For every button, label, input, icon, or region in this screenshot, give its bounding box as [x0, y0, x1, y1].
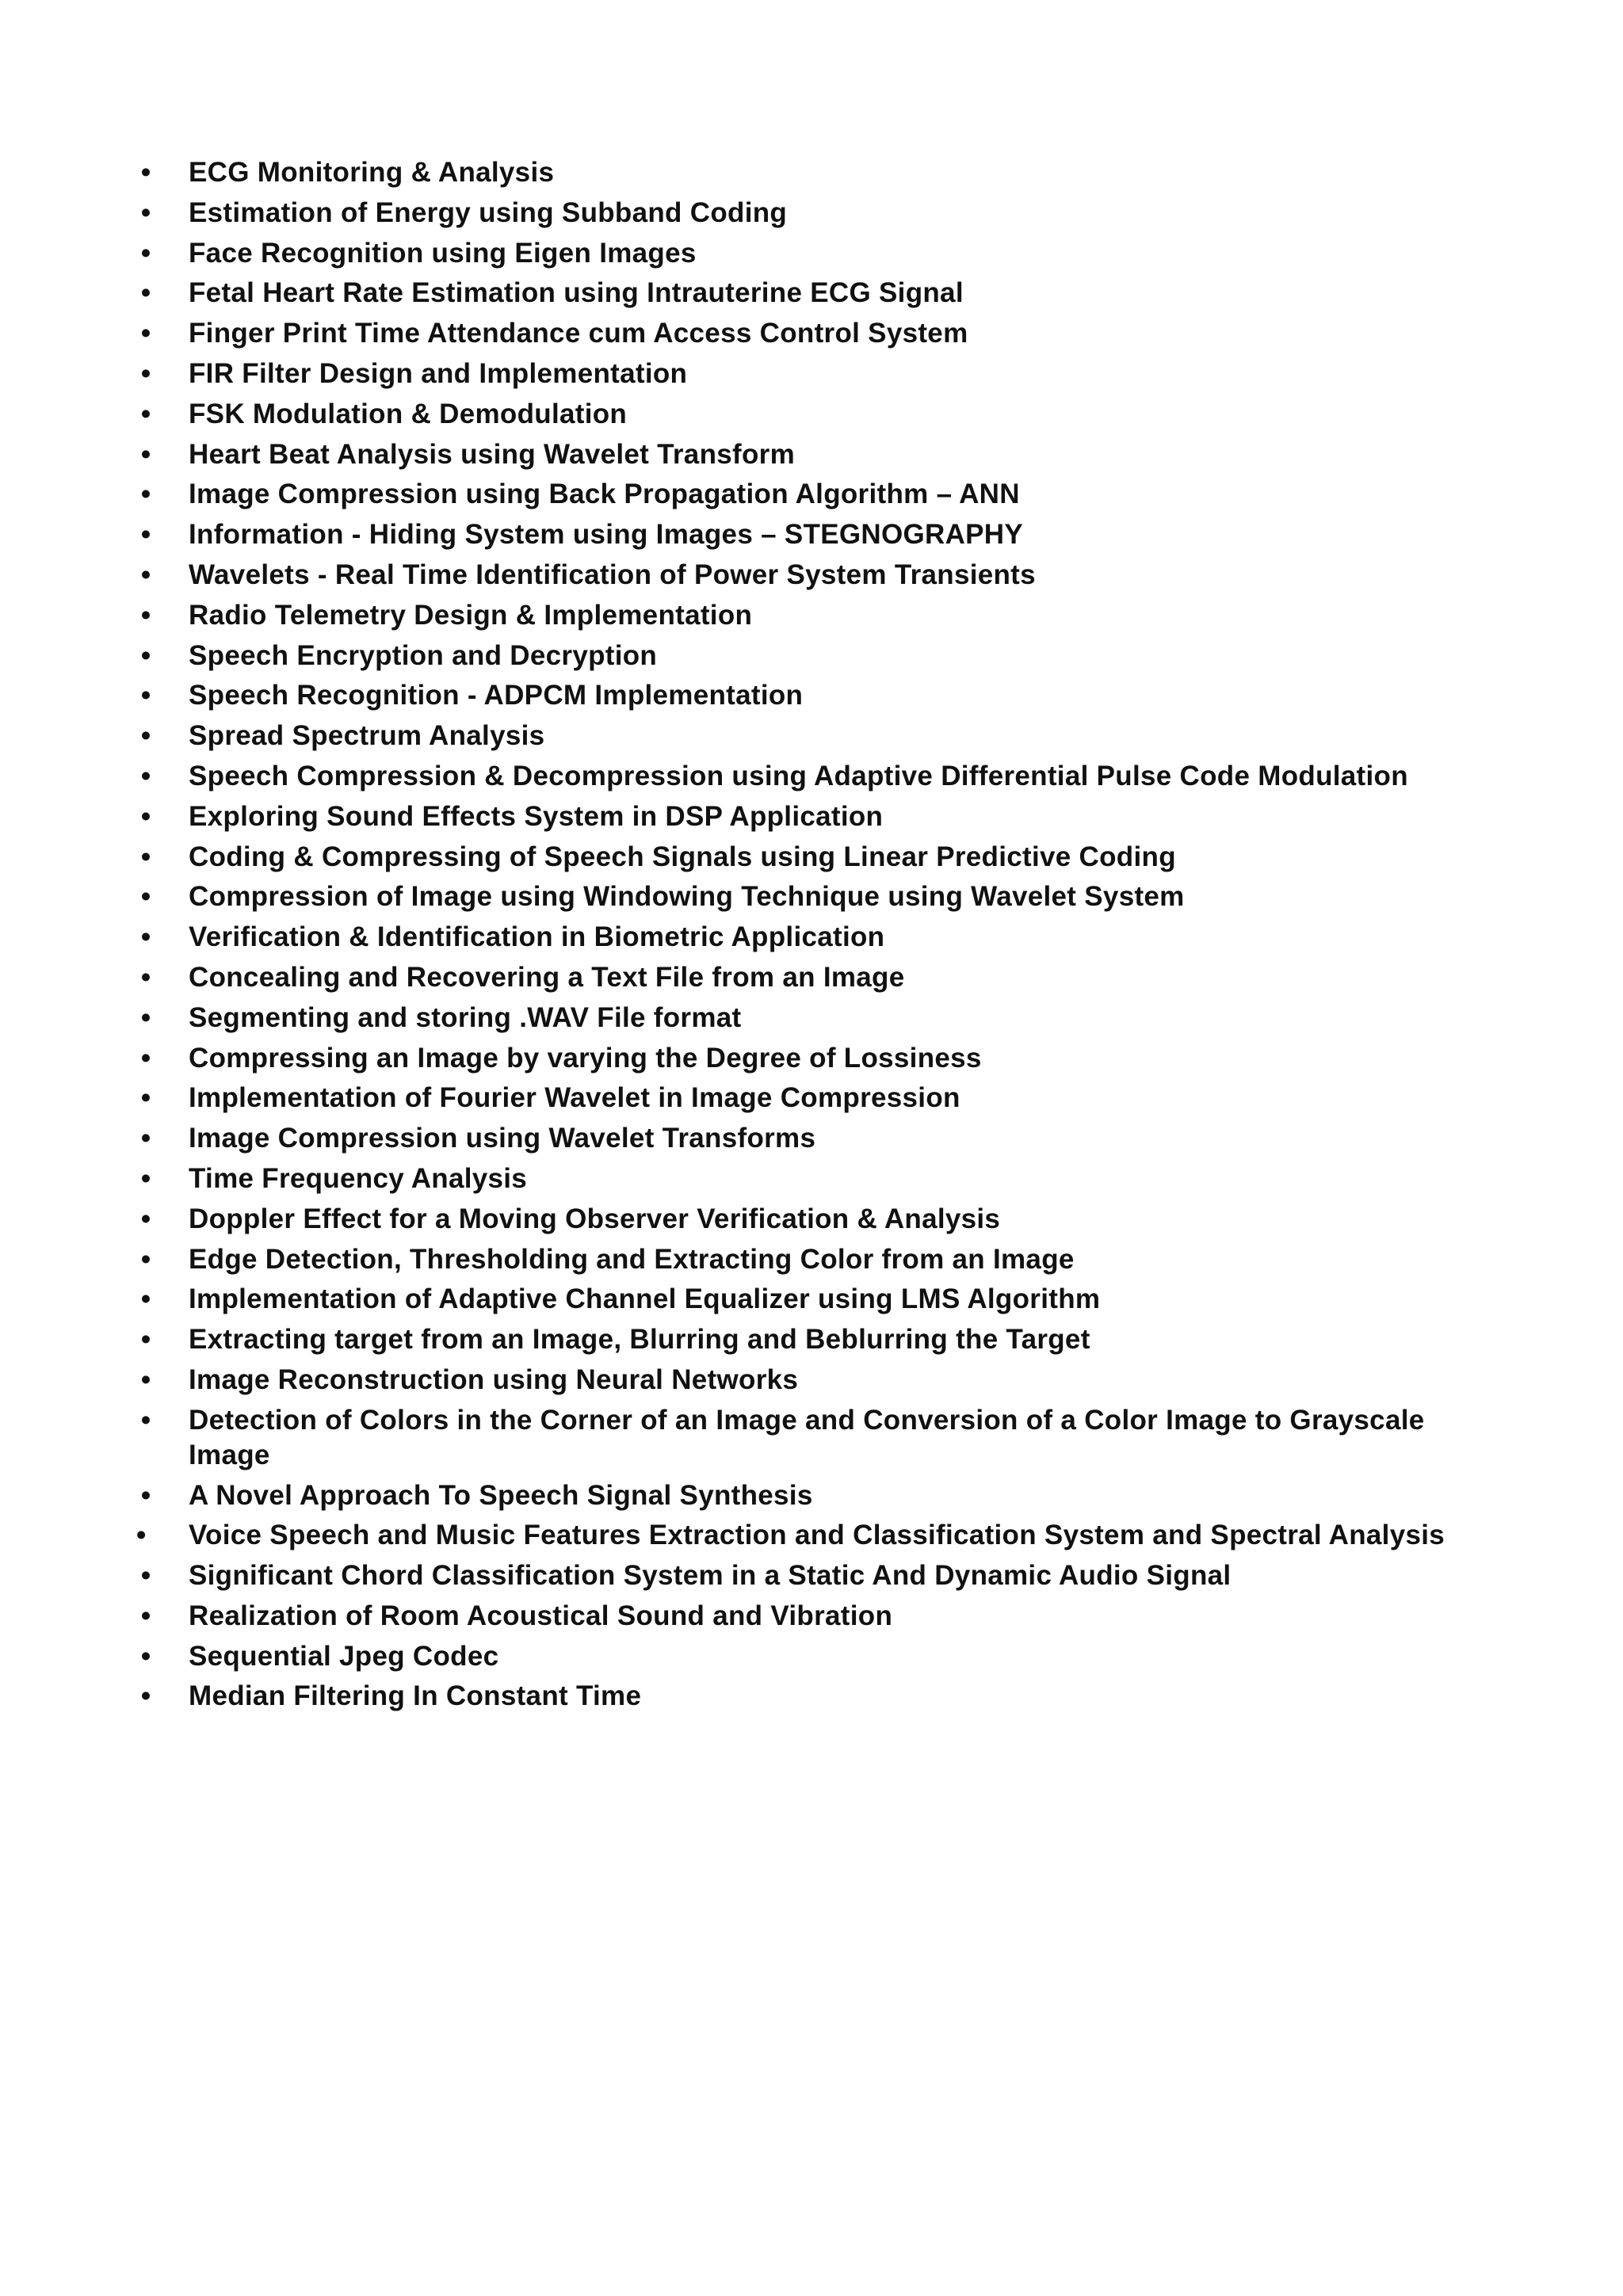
bullet-icon: •	[140, 961, 151, 993]
bullet-icon: •	[140, 1243, 151, 1275]
list-item	[136, 1403, 1496, 1473]
list-item-text: Information - Hiding System using Images – STEGNOGRAPHY	[189, 519, 1024, 551]
list-item-text: Implementation of Adaptive Channel Equalizer using LMS Algorithm	[189, 1283, 1101, 1315]
list-item	[136, 517, 1496, 552]
list-item-text: Compressing an Image by varying the Degree of Lossiness	[189, 1042, 982, 1074]
list-item	[136, 1282, 1496, 1317]
list-item-text: Image Reconstruction using Neural Networks	[189, 1363, 799, 1395]
list-item	[136, 1161, 1496, 1196]
list-item	[136, 639, 1496, 673]
list-item	[136, 477, 1496, 512]
list-item	[136, 357, 1496, 391]
bullet-icon: •	[140, 559, 151, 590]
list-item-text: Concealing and Recovering a Text File from an Image	[189, 961, 905, 993]
list-item-text: Radio Telemetry Design & Implementation	[189, 599, 753, 631]
bullet-icon: •	[140, 357, 151, 389]
bullet-icon: •	[140, 1203, 151, 1234]
list-item	[136, 598, 1496, 633]
list-item-text: FIR Filter Design and Implementation	[189, 357, 688, 389]
list-item-text: Realization of Room Acoustical Sound and Vibration	[189, 1600, 893, 1631]
list-item-text: Detection of Colors in the Corner of an Image and Conversion of a Color Image to Grayscale Image	[189, 1404, 1425, 1470]
list-item	[136, 1363, 1496, 1398]
bullet-icon: •	[140, 157, 151, 188]
list-item	[136, 316, 1496, 351]
list-item-text: Coding & Compressing of Speech Signals using Linear Predictive Coding	[189, 841, 1176, 872]
bullet-icon: •	[140, 921, 151, 953]
list-item	[136, 1679, 1496, 1714]
bullet-icon: •	[140, 438, 151, 470]
list-item-text: Image Compression using Back Propagation Algorithm – ANN	[189, 479, 1020, 510]
bullet-icon: •	[140, 1283, 151, 1315]
bullet-icon: •	[140, 519, 151, 551]
list-item	[136, 276, 1496, 311]
list-item	[136, 1242, 1496, 1277]
list-item-text: Significant Chord Classification System in a Static And Dynamic Audio Signal	[189, 1560, 1232, 1592]
list-item	[136, 840, 1496, 875]
list-item-text: Estimation of Energy using Subband Coding	[189, 196, 788, 228]
bullet-icon: •	[140, 1123, 151, 1154]
list-item	[136, 196, 1496, 231]
list-item	[136, 678, 1496, 713]
list-item-text: Wavelets - Real Time Identification of Power System Transients	[189, 559, 1036, 590]
bullet-icon: •	[140, 599, 151, 631]
list-item	[136, 920, 1496, 955]
list-item	[136, 1599, 1496, 1634]
bullet-icon: •	[140, 881, 151, 913]
list-item	[136, 397, 1496, 432]
list-item	[136, 1478, 1496, 1513]
list-item	[136, 879, 1496, 914]
bullet-icon: •	[140, 1042, 151, 1074]
bullet-icon: •	[140, 1082, 151, 1114]
list-item	[136, 236, 1496, 271]
list-item	[136, 1041, 1496, 1076]
list-item-text: Speech Recognition - ADPCM Implementation	[189, 680, 804, 711]
list-item-text: Speech Compression & Decompression using Adaptive Differential Pulse Code Modulation	[189, 760, 1408, 791]
list-item-text: Median Filtering In Constant Time	[189, 1680, 642, 1712]
list-item	[136, 719, 1496, 753]
list-item-text: Exploring Sound Effects System in DSP Application	[189, 800, 884, 832]
bullet-icon: •	[140, 479, 151, 510]
list-item	[136, 1202, 1496, 1237]
list-item-text: Time Frequency Analysis	[189, 1162, 528, 1194]
list-item-text: FSK Modulation & Demodulation	[189, 398, 628, 429]
list-item	[136, 960, 1496, 995]
bullet-icon: •	[140, 196, 151, 228]
list-item-text: A Novel Approach To Speech Signal Synthesis	[189, 1479, 813, 1511]
list-item-text: Speech Encryption and Decryption	[189, 639, 658, 671]
list-item	[136, 1639, 1496, 1674]
list-item-text: Voice Speech and Music Features Extraction and Classification System and Spectral Analysis	[189, 1520, 1445, 1551]
list-item-text: Segmenting and storing .WAV File format	[189, 1001, 742, 1033]
bullet-icon: •	[140, 841, 151, 872]
bullet-icon: •	[140, 237, 151, 269]
list-item-text: Sequential Jpeg Codec	[189, 1640, 499, 1672]
list-item	[136, 155, 1496, 190]
list-item-text: Finger Print Time Attendance cum Access Control System	[189, 318, 968, 349]
list-item	[136, 759, 1496, 794]
bullet-icon: •	[140, 639, 151, 671]
project-topic-list	[136, 155, 1496, 1719]
list-item	[136, 1001, 1496, 1035]
list-item-text: Heart Beat Analysis using Wavelet Transform	[189, 438, 795, 470]
bullet-icon: •	[136, 1520, 147, 1551]
bullet-icon: •	[140, 1162, 151, 1194]
list-item	[136, 1081, 1496, 1116]
bullet-icon: •	[140, 1640, 151, 1672]
bullet-icon: •	[140, 318, 151, 349]
list-item	[136, 558, 1496, 593]
list-item	[136, 1558, 1496, 1593]
bullet-icon: •	[140, 1680, 151, 1712]
bullet-icon: •	[140, 1560, 151, 1592]
list-item	[136, 437, 1496, 472]
bullet-icon: •	[140, 1600, 151, 1631]
list-item-text: Verification & Identification in Biometric Application	[189, 921, 885, 953]
list-item	[136, 799, 1496, 834]
bullet-icon: •	[140, 720, 151, 752]
bullet-icon: •	[140, 760, 151, 791]
list-item-text: Fetal Heart Rate Estimation using Intrauterine ECG Signal	[189, 277, 964, 309]
list-item	[136, 1121, 1496, 1156]
bullet-icon: •	[140, 1001, 151, 1033]
bullet-icon: •	[140, 1324, 151, 1356]
list-item-text: Face Recognition using Eigen Images	[189, 237, 697, 269]
list-item	[136, 1518, 1496, 1553]
bullet-icon: •	[140, 680, 151, 711]
list-item-text: Spread Spectrum Analysis	[189, 720, 545, 752]
bullet-icon: •	[140, 800, 151, 832]
bullet-icon: •	[140, 1404, 151, 1436]
list-item-text: Implementation of Fourier Wavelet in Image Compression	[189, 1082, 960, 1114]
bullet-icon: •	[140, 1363, 151, 1395]
list-item-text: Compression of Image using Windowing Technique using Wavelet System	[189, 881, 1185, 913]
list-item	[136, 1322, 1496, 1357]
list-item-text: Extracting target from an Image, Blurring and Beblurring the Target	[189, 1324, 1090, 1356]
list-item-text: Image Compression using Wavelet Transforms	[189, 1123, 816, 1154]
list-item-text: Edge Detection, Thresholding and Extracting Color from an Image	[189, 1243, 1075, 1275]
list-item-text: Doppler Effect for a Moving Observer Verification & Analysis	[189, 1203, 1001, 1234]
bullet-icon: •	[140, 1479, 151, 1511]
list-item-text: ECG Monitoring & Analysis	[189, 157, 555, 188]
bullet-icon: •	[140, 398, 151, 429]
bullet-icon: •	[140, 277, 151, 309]
